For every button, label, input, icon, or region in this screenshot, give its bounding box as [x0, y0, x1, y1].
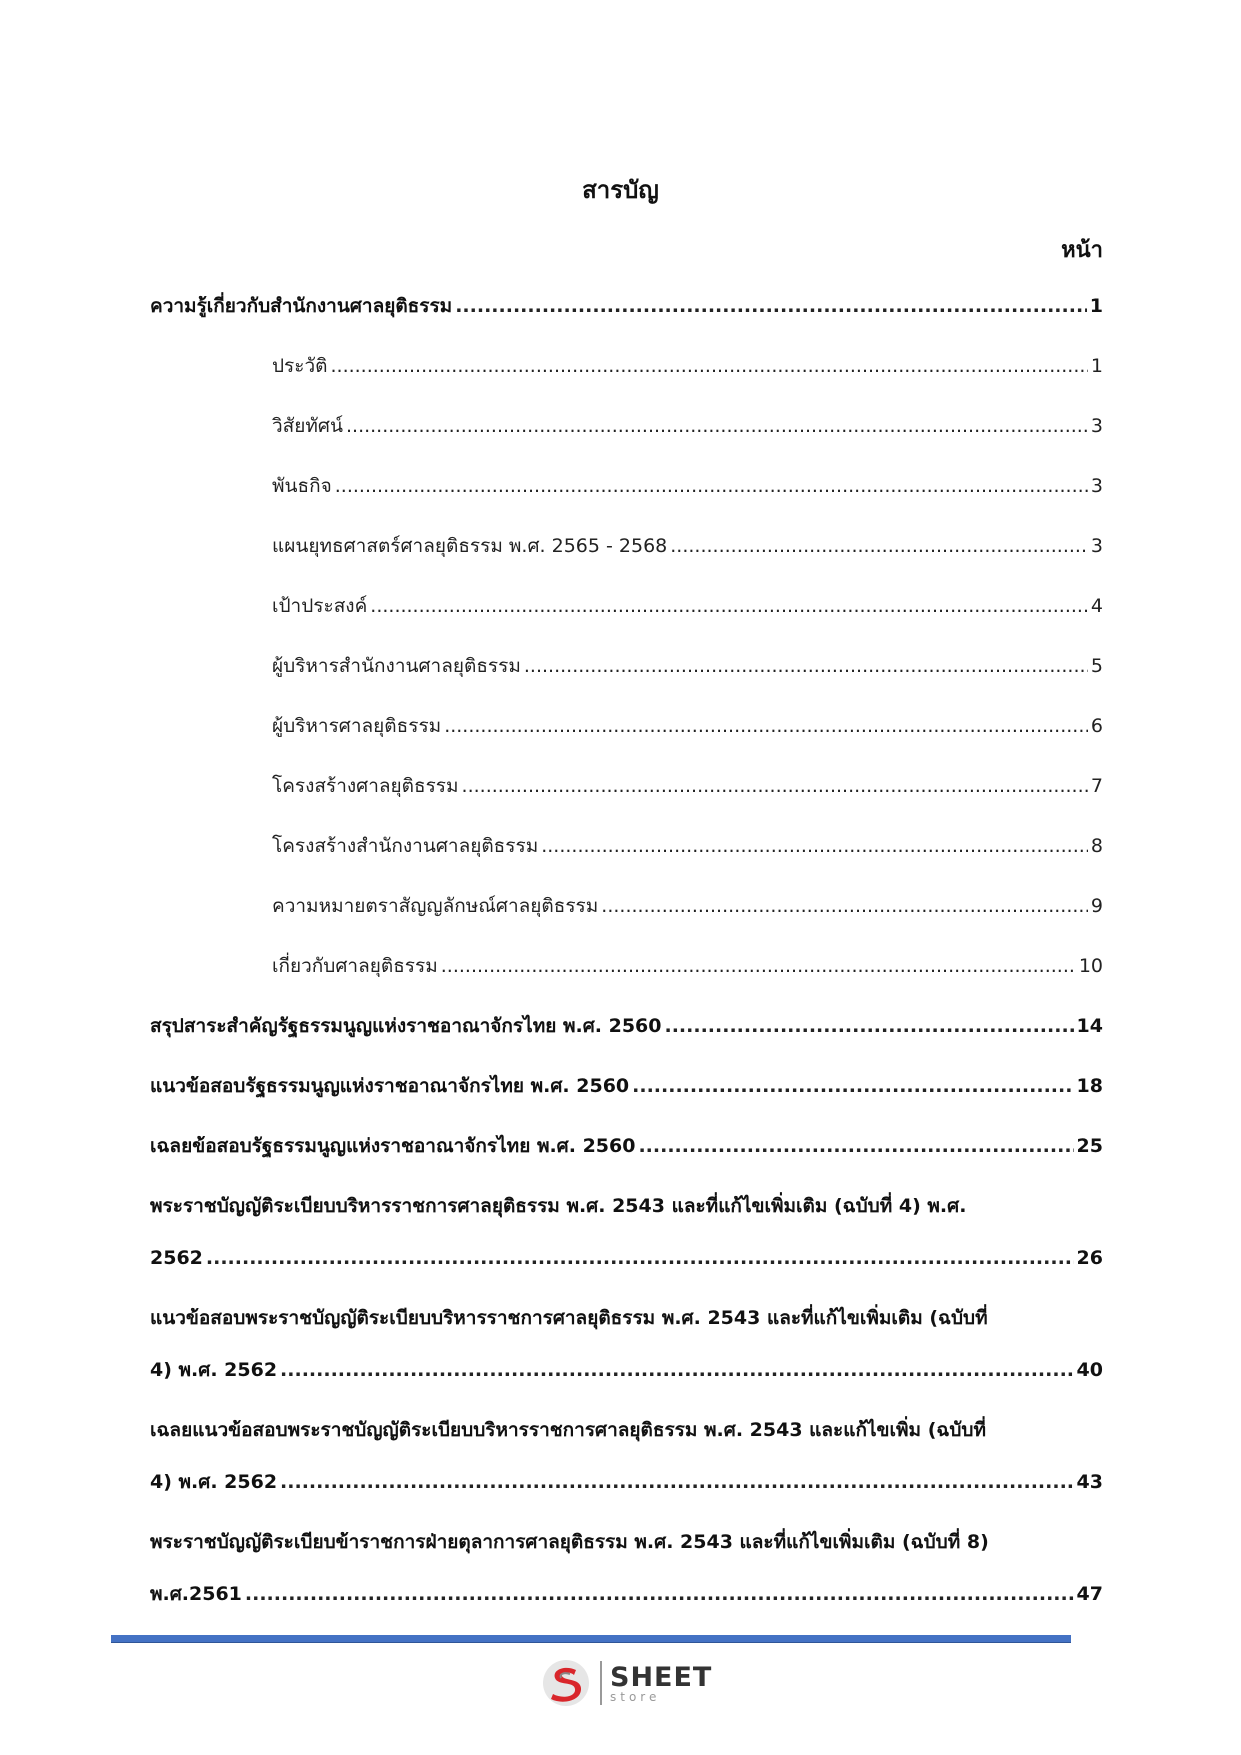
toc-entry[interactable] [150, 710, 1103, 742]
toc-page-number: 9 [1090, 895, 1103, 917]
toc-page-number: 18 [1076, 1075, 1103, 1097]
toc-page-number: 7 [1090, 775, 1103, 797]
toc-title: สารบัญ [582, 176, 659, 204]
toc-page-number: 3 [1090, 475, 1103, 497]
toc-dot-leader [462, 770, 1088, 802]
toc-entry[interactable] [150, 770, 1103, 802]
toc-dot-leader [638, 1130, 1073, 1162]
toc-entry-title: ความรู้เกี่ยวกับสำนักงานศาลยุติธรรม [150, 295, 453, 317]
toc-entry-title-line1: แนวข้อสอบพระราชบัญญัติระเบียบบริหารราชการศาลยุติธรรม พ.ศ. 2543 และที่แก้ไขเพิ่มเติม (ฉบับที่ [150, 1307, 988, 1329]
toc-entry-title-line1: พระราชบัญญัติระเบียบข้าราชการฝ่ายตุลาการศาลยุติธรรม พ.ศ. 2543 และที่แก้ไขเพิ่มเติม (ฉบับที่ 8) [150, 1531, 989, 1553]
toc-entry[interactable] [150, 830, 1103, 862]
toc-page-number: 8 [1090, 835, 1103, 857]
toc-dot-leader [664, 1010, 1073, 1042]
toc-entry-title: ผู้บริหารศาลยุติธรรม [272, 715, 442, 737]
page-column-label: หน้า [1061, 238, 1103, 263]
toc-entry-title: โครงสร้างสำนักงานศาลยุติธรรม [272, 835, 539, 857]
toc-dot-leader [370, 590, 1088, 622]
toc-dot-leader [245, 1578, 1074, 1610]
toc-entry[interactable] [150, 950, 1103, 982]
toc-dot-leader [444, 710, 1088, 742]
toc-entry[interactable] [150, 1130, 1103, 1162]
toc-entry-title: เกี่ยวกับศาลยุติธรรม [272, 955, 438, 977]
toc-entry[interactable] [150, 410, 1103, 442]
toc-page-number: 1 [1090, 355, 1103, 377]
toc-entry-title: ประวัติ [272, 355, 328, 377]
toc-page-number: 25 [1076, 1135, 1103, 1157]
logo-text [610, 1661, 713, 1704]
toc-dot-leader [280, 1466, 1074, 1498]
toc-page-number: 3 [1090, 535, 1103, 557]
toc-page-number: 3 [1090, 415, 1103, 437]
toc-page-number: 10 [1078, 955, 1103, 977]
toc-entry[interactable] [150, 470, 1103, 502]
toc-entry[interactable] [150, 1414, 1103, 1498]
toc-entry-title: เฉลยข้อสอบรัฐธรรมนูญแห่งราชอาณาจักรไทย พ.ศ. 2560 [150, 1135, 636, 1157]
toc-entry-title: ความหมายตราสัญญลักษณ์ศาลยุติธรรม [272, 895, 599, 917]
toc-entry[interactable] [150, 890, 1103, 922]
toc-dot-leader [335, 470, 1088, 502]
toc-page-number: 47 [1076, 1583, 1103, 1605]
toc-entry[interactable] [150, 1526, 1103, 1610]
toc-dot-leader [632, 1070, 1073, 1102]
toc-entry[interactable] [150, 1190, 1103, 1274]
toc-page-number: 1 [1089, 295, 1103, 317]
toc-entry[interactable] [150, 530, 1103, 562]
toc-page-number: 26 [1076, 1247, 1103, 1269]
toc-entry[interactable] [150, 1070, 1103, 1102]
toc-page-number: 4 [1090, 595, 1103, 617]
toc-dot-leader [280, 1354, 1074, 1386]
toc-dot-leader [346, 410, 1088, 442]
toc-entry-title: 4) พ.ศ. 2562 [150, 1359, 278, 1381]
toc-entry-title-line1: พระราชบัญญัติระเบียบบริหารราชการศาลยุติธรรม พ.ศ. 2543 และที่แก้ไขเพิ่มเติม (ฉบับที่ 4) พ.ศ. [150, 1195, 967, 1217]
sheet-store-logo-icon [540, 1657, 592, 1709]
toc-entry-title-line1: เฉลยแนวข้อสอบพระราชบัญญัติระเบียบบริหารราชการศาลยุติธรรม พ.ศ. 2543 และแก้ไขเพิ่ม (ฉบับที่ [150, 1419, 986, 1441]
toc-entry-title: แผนยุทธศาสตร์ศาลยุติธรรม พ.ศ. 2565 - 2568 [272, 535, 668, 557]
toc-list [150, 290, 1103, 1638]
toc-entry[interactable] [150, 650, 1103, 682]
toc-entry-title: แนวข้อสอบรัฐธรรมนูญแห่งราชอาณาจักรไทย พ.ศ. 2560 [150, 1075, 630, 1097]
toc-entry-title: โครงสร้างศาลยุติธรรม [272, 775, 459, 797]
toc-entry-title: วิสัยทัศน์ [272, 415, 343, 437]
toc-dot-leader [441, 950, 1076, 982]
toc-page-number: 6 [1090, 715, 1103, 737]
toc-dot-leader [541, 830, 1088, 862]
toc-dot-leader [206, 1242, 1074, 1274]
toc-entry-title: เป้าประสงค์ [272, 595, 368, 617]
toc-dot-leader [601, 890, 1088, 922]
logo-subword: store [610, 1689, 661, 1704]
toc-entry-title: 2562 [150, 1247, 203, 1269]
toc-entry-title: 4) พ.ศ. 2562 [150, 1471, 278, 1493]
toc-entry-title: ผู้บริหารสำนักงานศาลยุติธรรม [272, 655, 521, 677]
logo-word: SHEET [610, 1661, 713, 1693]
toc-entry[interactable] [150, 290, 1103, 322]
toc-dot-leader [455, 290, 1087, 322]
footer-divider [111, 1635, 1071, 1643]
toc-page-number: 14 [1076, 1015, 1103, 1037]
toc-dot-leader [330, 350, 1087, 382]
toc-entry-title: สรุปสาระสำคัญรัฐธรรมนูญแห่งราชอาณาจักรไทย พ.ศ. 2560 [150, 1015, 662, 1037]
toc-entry-title: พันธกิจ [272, 475, 332, 497]
toc-page-number: 5 [1090, 655, 1103, 677]
toc-entry[interactable] [150, 1010, 1103, 1042]
toc-page-number: 43 [1076, 1471, 1103, 1493]
toc-entry-title: พ.ศ.2561 [150, 1583, 242, 1605]
toc-page-number: 40 [1076, 1359, 1103, 1381]
toc-entry[interactable] [150, 1302, 1103, 1386]
toc-entry[interactable] [150, 590, 1103, 622]
toc-dot-leader [524, 650, 1088, 682]
footer-logo [540, 1657, 712, 1709]
logo-separator [600, 1661, 602, 1705]
toc-dot-leader [670, 530, 1088, 562]
toc-entry[interactable] [150, 350, 1103, 382]
